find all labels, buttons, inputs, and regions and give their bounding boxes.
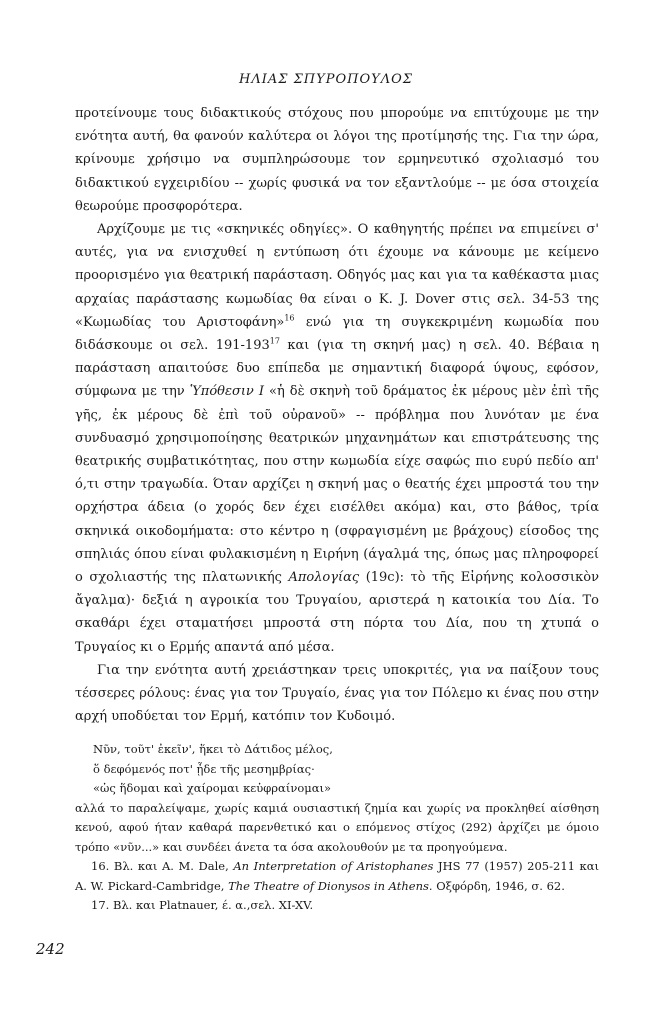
paragraph-2-part-e: (19c): τὸ τῆς Εἰρήνης κολοσσικὸν ἄγαλμα)· δεξιά η αγροικία του Τρυγαίου, αριστερά η κατοικία του Δία. Το σκαθάρι έχει σταματήσει μπροστά στη πόρτα του Δία, που τη χτυπά ο Τρυγαίος κι ο Ερμής απαντά από μέσα.	[75, 570, 599, 655]
paragraph-2-part-a: Αρχίζουμε με τις «σκηνικές οδηγίες». Ο καθηγητής πρέπει να επιμείνει σ' αυτές, για να ενισχυθεί η εντύπωση ότι έχουμε να κάνουμε με κείμενο προορισμένο για θεατρική παράσταση. Οδηγός μας και για τα καθέκαστα μιας αρχαίας παράστασης κωμωδίας θα είναι ο K. J. Dover στις σελ. 34-53 της «Κωμωδίας του Αριστοφάνη»	[75, 222, 599, 330]
hypothesis-title: Ὑπόθεσιν Ι	[189, 384, 264, 400]
footnote-continuation: αλλά το παραλείψαμε, χωρίς καμιά ουσιαστική ζημία και χωρίς να προκληθεί αίσθηση κενού, αφού ήταν καθαρά παρενθετικό και ο επόμενος στίχος (292) ἀρχίζει με όμοιο τρόπο «νῦν...» και συνδέει άνετα τα όσα ακολουθούν με τα προηγούμενα.	[75, 800, 599, 854]
footnote-16-title-1: An Interpretation of Aristophanes	[233, 859, 434, 873]
body-text	[75, 102, 599, 728]
footnote-16-part-b: JHS 77 (1957) 205-211 και A. W. Pickard-Cambridge,	[75, 859, 600, 893]
footnote-16-part-c: Οξφόρδη, 1946, σ. 62.	[432, 878, 565, 893]
footnote-ref-17: 17	[269, 336, 280, 346]
footnote-16-title-2: The Theatre of Dionysos in Athens.	[228, 878, 433, 893]
verse-line: «ὡς ἥδομαι καὶ χαίρομαι κεὐφραίνομαι»	[93, 781, 332, 795]
verse-line: ὅ δεφόμενός ποτ' ᾖδε τῆς μεσημβρίας·	[93, 761, 315, 776]
paragraph-2-part-c: και (για τη σκηνή μας) η σελ. 40. Βέβαια η παράσταση απαιτούσε δυο επίπεδα με σημαντική διαφορά ύψους, εφόσον, σύμφωνα με την	[75, 338, 599, 400]
paragraph-2-part-b: ενώ για τη συγκεκριμένη κωμωδία που διδάσκουμε οι σελ. 191-193	[75, 314, 599, 354]
footnote-16	[75, 857, 599, 896]
apology-title: Απολογίας	[288, 570, 360, 586]
paragraph-2-part-d: «ἡ δὲ σκηνὴ τοῦ δράματος ἐκ μέρους μὲν ἐπὶ τῆς γῆς, ἐκ μέρους δὲ ἐπὶ τοῦ οὐρανοῦ» -- πρόβλημα που λυνόταν με ένα συνδυασμό χρησιμοποίησης θεατρικών μηχανημάτων και επιστράτευσης της θεατρικής συμβατικότητας, που στην κωμωδία είχε σαφώς πιο ευρύ πεδίο απ' ό,τι στην τραγωδία. Όταν αρχίζει η σκηνή μας ο θεατής έχει μπροστά του την ορχήστρα άδεια (ο χορός δεν έχει εισέλθει ακόμα) και, στο βάθος, τρία σκηνικά οικοδομήματα: στο κέντρο η (σφραγισμένη με βράχους) είσοδος της σπηλιάς όπου είναι φυλακισμένη η Ειρήνη (άγαλμά της, όπως μας πληροφορεί ο σχολιαστής της πλατωνικής	[75, 384, 600, 586]
footnote-17: 17. Βλ. και Platnauer, έ. α.,σελ. XI-XV.	[91, 898, 314, 912]
paragraph-1: προτείνουμε τους διδακτικούς στόχους που μπορούμε να επιτύχουμε με την ενότητα αυτή, θα φανούν καλύτερα οι λόγοι της προτίμησής της. Για την ώρα, κρίνουμε χρήσιμο να συμπληρώσουμε τον ερμηνευτικό σχολιασμό του διδακτικού εγχειριδίου -- χωρίς φυσικά να τον εξαντλούμε -- με όσα στοιχεία θεωρούμε προσφορότερα.	[75, 106, 599, 214]
running-head: ΗΛΙΑΣ ΣΠΥΡΟΠΟΥΛΟΣ	[239, 72, 413, 87]
footnote-16-part-a: 16. Βλ. και A. M. Dale,	[91, 859, 234, 873]
footnotes	[75, 740, 599, 916]
footnote-ref-16: 16	[284, 313, 295, 323]
paragraph-3: Για την ενότητα αυτή χρειάστηκαν τρεις υποκριτές, για να παίξουν τους τέσσερες ρόλους: ένας για τον Τρυγαίο, ένας για τον Πόλεμο κι ένας που στην αρχή υποδύεται τον Ερμή, κατόπιν τον Κυδοιμό.	[75, 662, 599, 725]
paragraph-2	[75, 218, 599, 659]
verse-quote	[75, 740, 599, 799]
verse-line: Νῦν, τοῦτ' ἐκεῖν', ἥκει τὸ Δάτιδος μέλος,	[93, 742, 333, 756]
page-number: 242	[36, 940, 65, 958]
